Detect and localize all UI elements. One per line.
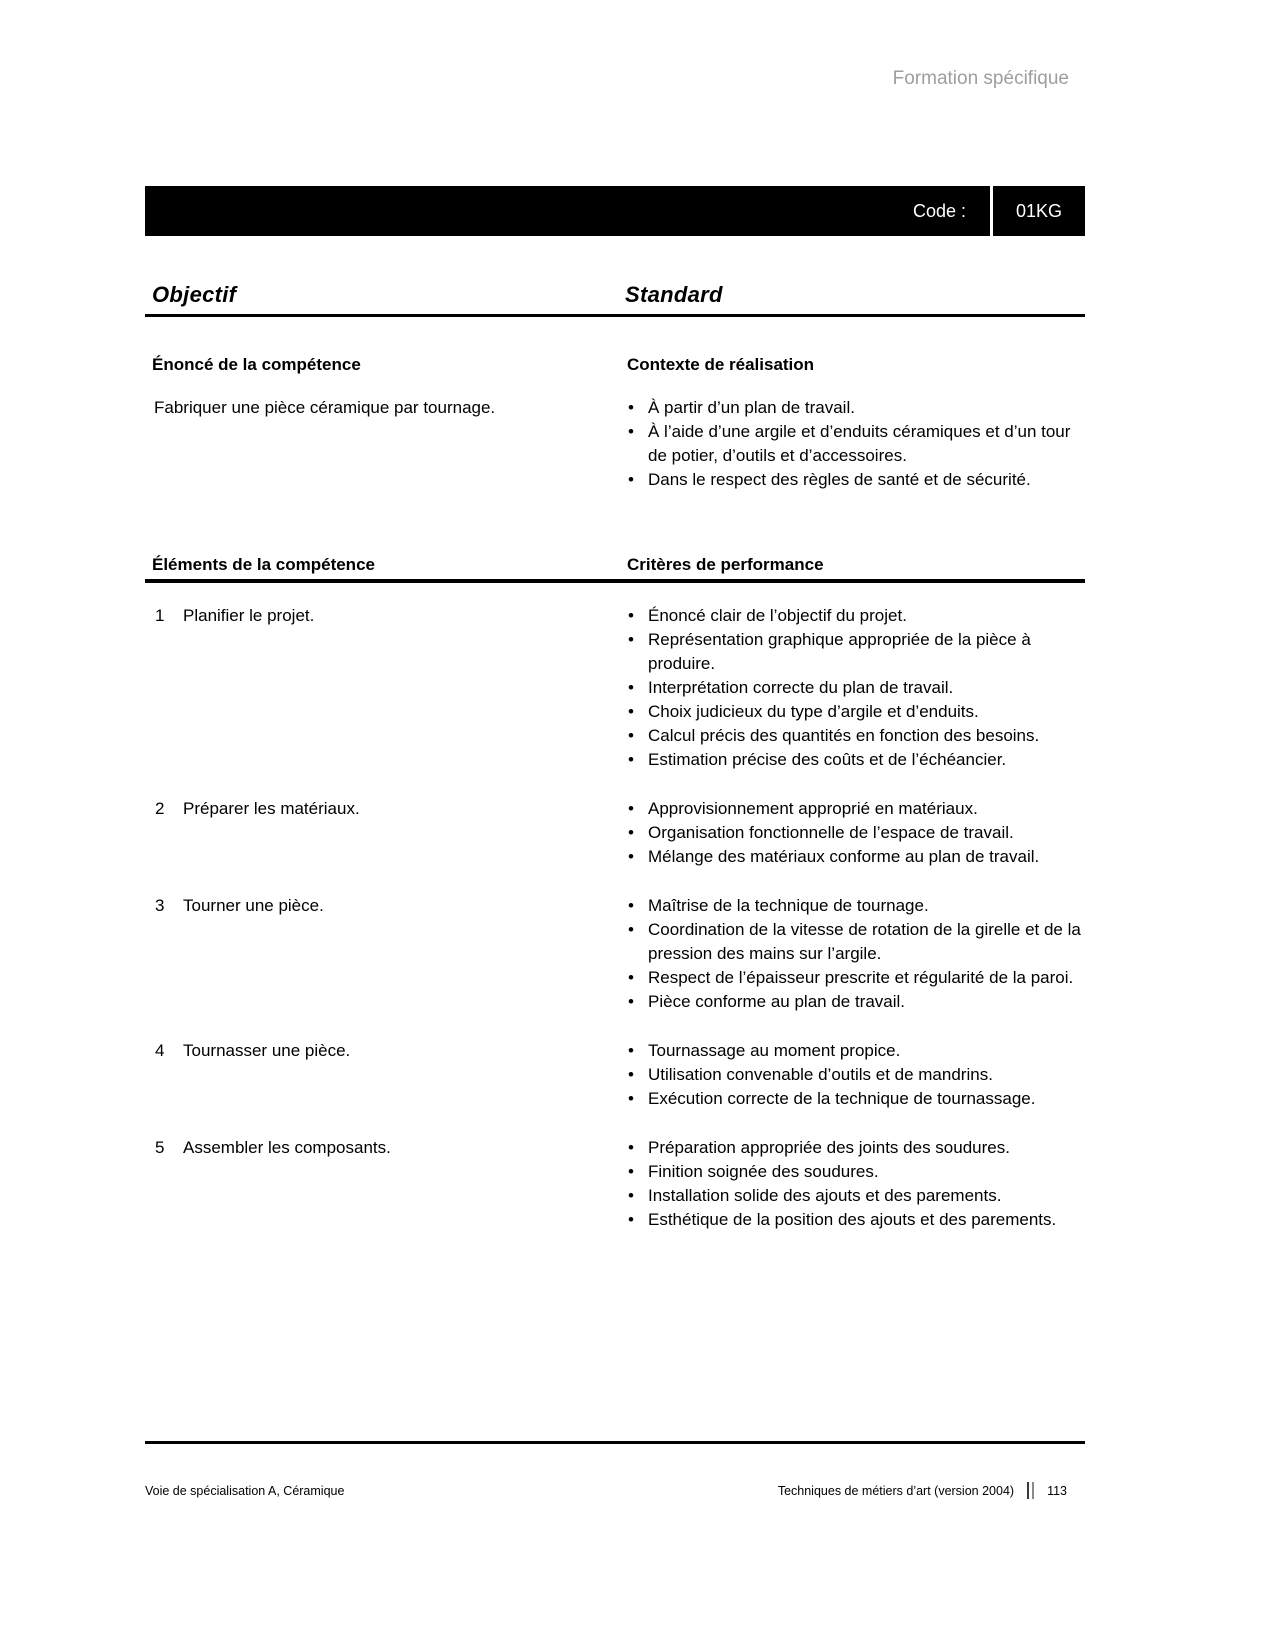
criteria-item: • Énoncé clair de l’objectif du projet. [625,604,1085,628]
standard-heading: Standard [625,282,723,307]
element-label: Planifier le projet. [183,606,315,625]
elements-heading: Éléments de la compétence [152,555,375,574]
footer-source: Techniques de métiers d’art (version 2004) [777,1483,1015,1498]
criteria-item: • Maîtrise de la technique de tournage. [625,894,1085,918]
criteria-item: • Utilisation convenable d’outils et de mandrins. [625,1063,1085,1087]
elements-rule [145,579,1085,583]
criteria-item: • Préparation appropriée des joints des soudures. [625,1136,1085,1160]
criteria-list [625,797,1085,869]
criteria-item: • Exécution correcte de la technique de tournassage. [625,1087,1085,1111]
footer-divider [1027,1482,1034,1499]
elements-headings [145,555,1085,575]
element-label: Préparer les matériaux. [183,799,360,818]
contexte-bullet-list [625,396,1085,492]
competence-body [145,396,1085,492]
criteria-item: • Organisation fonctionnelle de l’espace de travail. [625,821,1085,845]
criteria-item: • Finition soignée des soudures. [625,1160,1085,1184]
criteria-list [625,894,1085,1014]
bullet-item: • À partir d’un plan de travail. [625,396,1085,420]
bullet-item: • À l’aide d’une argile et d’enduits céramiques et d’un tour de potier, d’outils et d’accessoires. [625,420,1085,468]
criteria-item: • Mélange des matériaux conforme au plan de travail. [625,845,1085,869]
elements-rows [145,604,1085,1257]
code-value: 01KG [1015,200,1063,221]
criteria-item: • Coordination de la vitesse de rotation de la girelle et de la pression des mains sur l’argile. [625,918,1085,966]
code-banner [145,186,1085,236]
criteria-list [625,604,1085,772]
contexte-heading: Contexte de réalisation [627,355,815,374]
objectif-heading: Objectif [152,282,237,307]
criteria-item: • Installation solide des ajouts et des parements. [625,1184,1085,1208]
footer [145,1482,1085,1499]
footer-left: Voie de spécialisation A, Céramique [145,1483,345,1498]
element-item [145,797,625,821]
criteria-list [625,1039,1085,1111]
criteria-item: • Calcul précis des quantités en fonction des besoins. [625,724,1085,748]
element-row [145,604,1085,772]
element-label: Tourner une pièce. [183,896,324,915]
titles-rule [145,314,1085,317]
criteria-item: • Représentation graphique appropriée de la pièce à produire. [625,628,1085,676]
criteria-item: • Approvisionnement approprié en matériaux. [625,797,1085,821]
criteria-item: • Respect de l’épaisseur prescrite et régularité de la paroi. [625,966,1085,990]
criteria-item: • Esthétique de la position des ajouts et des parements. [625,1208,1085,1232]
element-row [145,1136,1085,1232]
code-label: Code : [912,200,966,221]
element-number: 3 [155,896,165,915]
bullet-item: • Dans le respect des règles de santé et de sécurité. [625,468,1085,492]
element-item [145,1039,625,1063]
criteria-item: • Choix judicieux du type d’argile et d’enduits. [625,700,1085,724]
element-row [145,797,1085,869]
element-item [145,604,625,628]
criteria-list [625,1136,1085,1232]
criteria-item: • Tournassage au moment propice. [625,1039,1085,1063]
element-item [145,1136,625,1160]
element-row [145,894,1085,1014]
criteria-item: • Pièce conforme au plan de travail. [625,990,1085,1014]
element-number: 1 [155,606,165,625]
element-label: Assembler les composants. [183,1138,391,1157]
element-number: 5 [155,1138,165,1157]
element-label: Tournasser une pièce. [183,1041,351,1060]
page-number: 113 [1047,1483,1067,1498]
competence-statement: Fabriquer une pièce céramique par tournage. [154,398,496,417]
element-item [145,894,625,918]
criteria-item: • Interprétation correcte du plan de travail. [625,676,1085,700]
competence-headings [145,355,1085,375]
element-number: 2 [155,799,165,818]
criteria-item: • Estimation précise des coûts et de l’échéancier. [625,748,1085,772]
enonce-heading: Énoncé de la compétence [152,355,361,374]
element-number: 4 [155,1041,165,1060]
footer-rule [145,1441,1085,1444]
element-row [145,1039,1085,1111]
section-titles [145,282,1085,308]
footer-right [778,1482,1085,1499]
criteres-heading: Critères de performance [627,555,824,574]
running-header: Formation spécifique [892,68,1069,89]
